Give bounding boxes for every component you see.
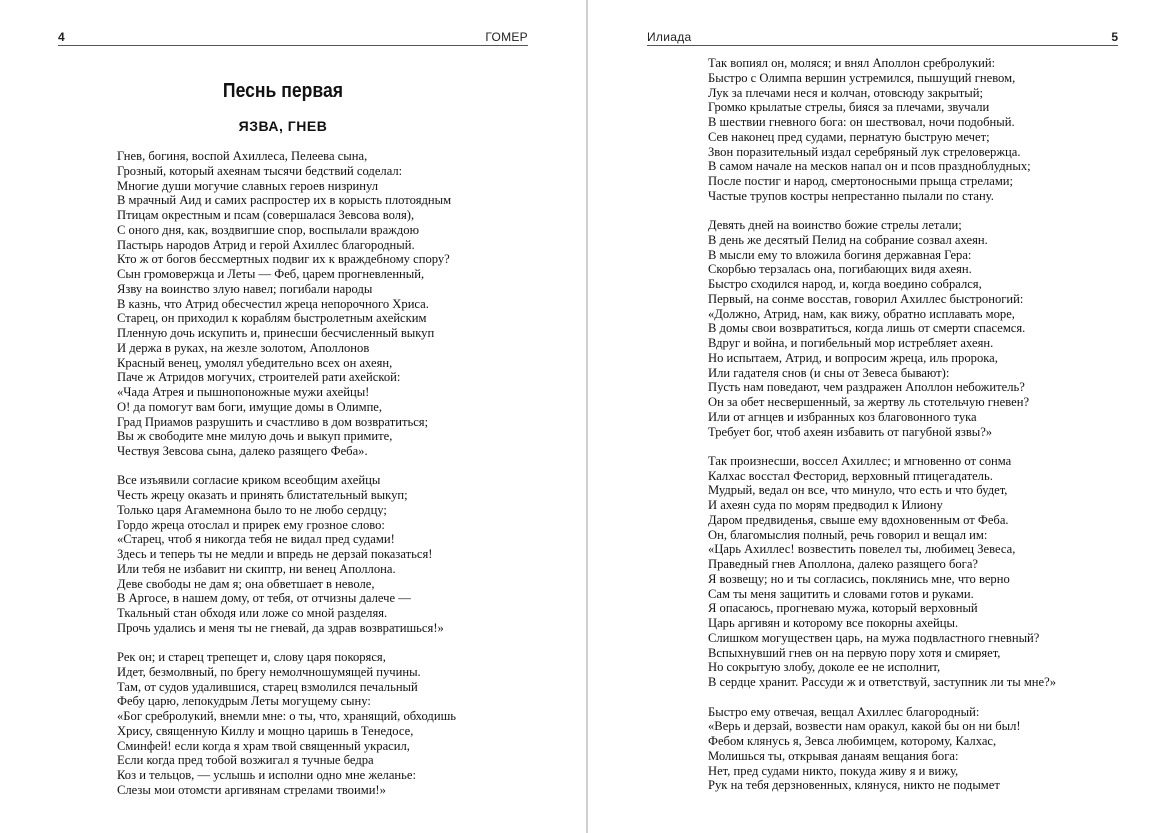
verse-line: «Должно, Атрид, нам, как вижу, обратно исплавать море, (708, 306, 1015, 321)
verse-line: Быстро ему отвечая, вещал Ахиллес благородный: (708, 704, 980, 719)
verse-line: Все изъявили согласие криком всеобщим ахейцы (117, 473, 381, 488)
verse-line: В казнь, что Атрид обесчестил жреца непорочного Хриса. (117, 296, 429, 311)
header-rule (58, 45, 528, 46)
verse-line: Чествуя Зевсова сына, далеко разящего Феба». (117, 444, 368, 458)
verse-line: Сын громовержца и Леты — Феб, царем прогневленный, (117, 267, 425, 281)
verse-line: Сминфей! если когда я храм твой священный украсил, (117, 738, 410, 753)
stanza (117, 149, 456, 459)
verse-line: Птицам окрестным и псам (совершалася Зевсова воля), (117, 208, 415, 222)
header-rule (647, 45, 1118, 46)
verse-line: Там, от судов удалившися, старец взмолился печальный (117, 679, 418, 694)
verse-line: Так произнесши, воссел Ахиллес; и мгновенно от сонма (708, 453, 1012, 468)
stanza (708, 705, 1056, 794)
verse-line: Фебом клянусь я, Зевса любимцем, которому, Калхас, (708, 734, 997, 749)
verse-line: В день же десятый Пелид на собрание созвал ахеян. (708, 232, 988, 247)
verse-line: Калхас восстал Фесторид, верховный птицегадатель. (708, 468, 993, 483)
verse-line: Рук на тебя дерзновенных, клянуся, никто не подымет (708, 778, 1000, 793)
verse-line: Честь жрецу оказать и принять блистательный выкуп; (117, 488, 408, 503)
verse-line: Многие души могучие славных героев низринул (117, 178, 379, 193)
verse-line: Он за обет несвершенный, за жертву ль стотельчую гневен? (708, 395, 1030, 410)
verse-line: Слишком могуществен царь, на мужа подвластного гневный? (708, 630, 1040, 645)
verse-line: Рек он; и старец трепещет и, слову царя покоряся, (117, 650, 386, 665)
verse-line: Но сокрытую злобу, доколе ее не исполнит, (708, 660, 941, 675)
left-page-header (58, 30, 528, 46)
verse-line: В мрачный Аид и самих распростер их в корысть плотоядным (117, 193, 452, 208)
verse-line: Идет, безмолвный, по брегу немолчношумящей пучины. (117, 664, 421, 679)
stanza (708, 218, 1056, 439)
verse-line: После постиг и народ, смертоносными прыща стрелами; (708, 174, 1014, 188)
verse-line: Праведный гнев Аполлона, далеко разящего бога? (708, 557, 979, 572)
verse-line: Град Приамов разрушить и счастливо в дом возвратиться; (117, 414, 429, 429)
verse-line: Красный венец, умолял убедительно всех он ахеян, (117, 355, 393, 370)
verse-line: Требует бог, чтоб ахеян избавить от пагубной язвы?» (708, 424, 993, 439)
verse-line: В мысли ему то вложила богиня державная Гера: (708, 247, 972, 262)
verse-line: Он, благомыслия полный, речь говорил и вещал им: (708, 527, 988, 542)
verse-line: Пусть нам поведают, чем раздражен Аполлон небожитель? (708, 380, 1025, 395)
right-page-header (647, 30, 1118, 46)
verse-line: Сам ты меня защитить и словами готов и руками. (708, 586, 974, 601)
verse-line: Частые трупов костры непрестанно пылали по стану. (708, 188, 994, 203)
verse-line: Ткальный стан обходя или ложе со мной разделяя. (117, 606, 388, 621)
verse-line: Слезы мои отомсти аргивянам стрелами твоими!» (117, 782, 386, 797)
verse-line: Лук за плечами неся и колчан, отовсюду закрытый; (708, 85, 983, 100)
verse-line: И держа в руках, на жезле золотом, Аполлонов (117, 340, 370, 355)
verse-line: Если когда пред тобой возжигал я тучные бедра (117, 753, 374, 768)
verse-line: Первый, на сонме восстав, говорил Ахиллес быстроногий: (708, 291, 1024, 306)
verse-line: В Аргосе, в нашем дому, от тебя, от отчизны далече — (117, 591, 411, 606)
verse-line: Или от агнцев и избранных коз благовонного тука (708, 409, 977, 424)
verse-line: Или тебя не избавит ни скиптр, ни венец Аполлона. (117, 561, 396, 576)
verse-line: Молишься ты, открывая данаям вещания бога: (708, 748, 959, 763)
stanza (117, 473, 456, 635)
verse-line: Так вопиял он, моляся; и внял Аполлон сребролукий: (708, 56, 996, 70)
stanza (708, 56, 1056, 204)
verse-line: «Царь Ахиллес! возвестить повелел ты, любимец Зевеса, (708, 542, 1016, 557)
verse-line: Быстро с Олимпа вершин устремился, пышущий гневом, (708, 70, 1016, 85)
running-head: Илиада (647, 30, 692, 44)
verse-line: Пастырь народов Атрид и герой Ахиллес благородный. (117, 237, 415, 252)
right-verse-block (708, 56, 1056, 808)
verse-line: Здесь и теперь ты не медли и впредь не дерзай показаться! (117, 547, 433, 562)
verse-line: Язву на воинство злую навел; погибали народы (117, 281, 373, 296)
verse-line: О! да помогут вам боги, имущие домы в Олимпе, (117, 399, 383, 414)
verse-line: Коз и тельцов, — услышь и исполни одно мне желанье: (117, 768, 416, 783)
verse-line: «Чада Атрея и пышнопоножные мужи ахейцы! (117, 385, 370, 399)
verse-line: Мудрый, ведал он все, что минуло, что есть и что будет, (708, 483, 1008, 498)
verse-line: «Бог сребролукий, внемли мне: о ты, что, хранящий, обходишь (117, 709, 457, 724)
verse-line: Только царя Агамемнона было то не любо сердцу; (117, 502, 387, 517)
verse-line: И ахеян суда по морям предводил к Илиону (708, 498, 943, 513)
verse-line: «Старец, чтоб я никогда тебя не видал пред судами! (117, 532, 395, 547)
verse-line: Быстро сходился народ, и, когда воедино собрался, (708, 277, 982, 292)
verse-line: Вдруг и война, и погибельный мор истребляет ахеян. (708, 336, 994, 351)
running-head: ГОМЕР (485, 30, 528, 44)
verse-line: Паче ж Атридов могучих, строителей рати ахейской: (117, 370, 401, 385)
verse-line: В домы свои возвратиться, когда лишь от смерти спасемся. (708, 321, 1026, 336)
verse-line: Фебу царю, лепокудрым Леты могущему сыну: (117, 694, 371, 709)
verse-line: «Верь и дерзай, возвести нам оракул, какой бы он ни был! (708, 719, 1021, 734)
page-number: 4 (58, 30, 65, 44)
stanza (117, 650, 456, 798)
verse-line: Или гадателя снов (и сны от Зевеса бывают): (708, 365, 950, 380)
verse-line: Кто ж от богов бессмертных подвиг их к враждебному спору? (117, 252, 450, 267)
verse-line: Гордо жреца отослал и прирек ему грозное слово: (117, 517, 385, 532)
verse-line: Даром предвиденья, свыше ему вдохновенным от Феба. (708, 512, 1009, 527)
verse-line: Звон поразительный издал серебряный лук стреловержца. (708, 144, 1021, 159)
verse-line: Вспыхнувший гнев он на первую пору хотя и смиряет, (708, 645, 1001, 660)
verse-line: Грозный, который ахеянам тысячи бедствий соделал: (117, 163, 403, 178)
verse-line: В самом начале на месков напал он и псов праздноблудных; (708, 159, 1031, 174)
song-title: Песнь первая (222, 80, 344, 102)
stanza (708, 454, 1056, 690)
verse-line: Старец, он приходил к кораблям быстролетным ахейским (117, 311, 427, 326)
verse-line: Пленную дочь искупить и, принесши бесчисленный выкуп (117, 326, 435, 340)
verse-line: С оного дня, как, воздвигшие спор, воспылали враждою (117, 222, 419, 237)
verse-line: Гнев, богиня, воспой Ахиллеса, Пелеева сына, (117, 149, 368, 163)
verse-line: В шествии гневного бога: он шествовал, ночи подобный. (708, 115, 1015, 129)
verse-line: Прочь удались и меня ты не гневай, да здрав возвратишься!» (117, 620, 444, 635)
left-verse-block (117, 149, 456, 812)
verse-line: Нет, пред судами никто, покуда живу я и вижу, (708, 763, 959, 778)
verse-line: Я возвещу; но и ты согласись, поклянись мне, что верно (708, 571, 1010, 586)
verse-line: Скорбью терзалась она, погибающих видя ахеян. (708, 262, 972, 277)
verse-line: Хрису, священную Киллу и мощно царишь в Тенедосе, (117, 723, 414, 738)
verse-line: Я опасаюсь, прогневаю мужа, который верховный (708, 601, 978, 616)
verse-line: Деве свободы не дам я; она обветшает в неволе, (117, 576, 375, 591)
verse-line: Но испытаем, Атрид, и вопросим жреца, иль пророка, (708, 350, 998, 365)
verse-line: Сев наконец пред судами, пернатую быструю мечет; (708, 129, 990, 144)
verse-line: В сердце хранит. Рассуди ж и ответствуй, заступник ли ты мне?» (708, 675, 1056, 690)
verse-line: Громко крылатые стрелы, бияся за плечами, звучали (708, 100, 990, 115)
verse-line: Вы ж свободите мне милую дочь и выкуп примите, (117, 429, 393, 444)
page-number: 5 (1111, 30, 1118, 44)
verse-line: Царь аргивян и которому все покорны ахейцы. (708, 616, 959, 631)
song-subtitle: ЯЗВА, ГНЕВ (238, 118, 328, 134)
verse-line: Девять дней на воинство божие стрелы летали; (708, 218, 962, 233)
